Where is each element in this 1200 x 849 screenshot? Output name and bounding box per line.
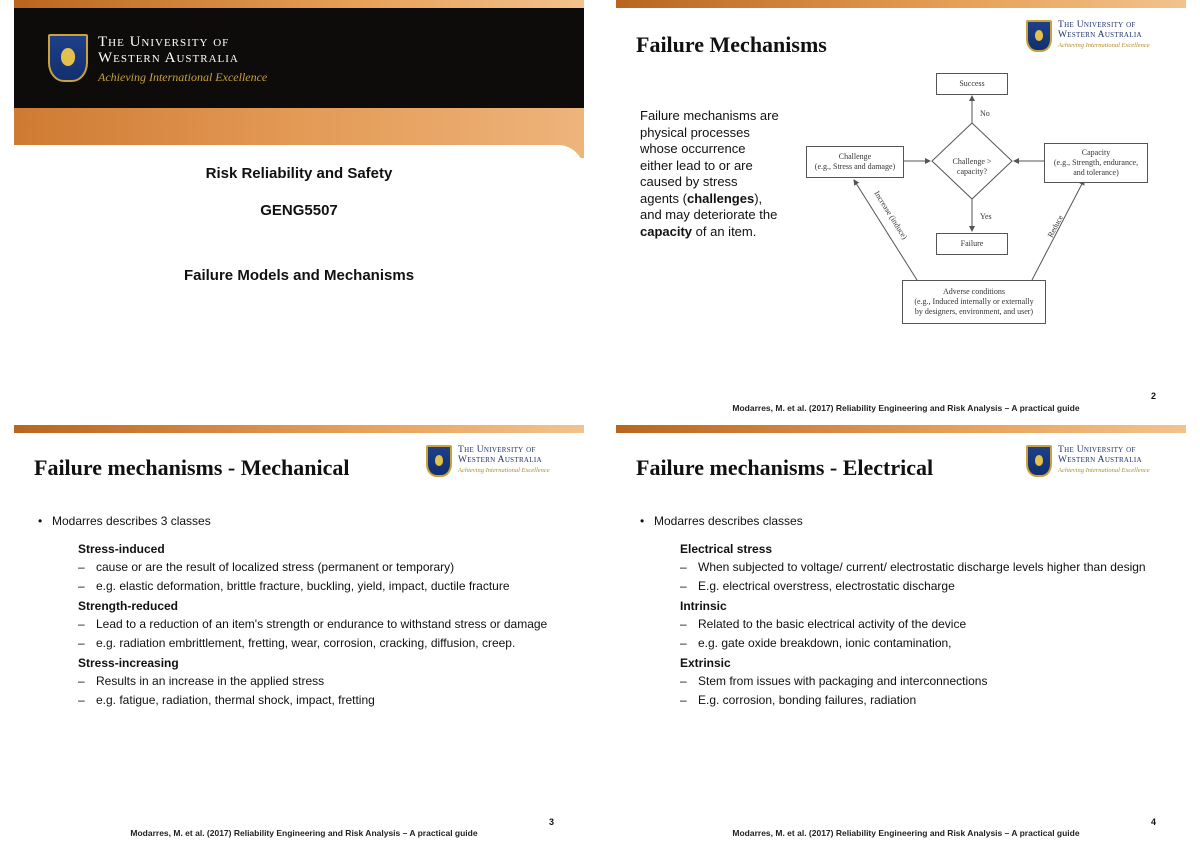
uwa-crest-icon [48,34,88,82]
section-heading: Strength-reduced [78,599,179,613]
uwa-motto: Achieving International Excellence [1058,467,1150,474]
slide-top-bar [14,0,584,8]
decision-line2: capacity? [956,167,988,176]
definition-text-2: ), and may deteriorate the [640,190,778,222]
title-card [14,145,584,424]
slide-2-failure-mechanisms [616,0,1186,424]
uwa-name-line1: The University of [458,445,536,455]
label-reduce: Reduce [1045,213,1066,239]
citation-footer: Modarres, M. et al. (2017) Reliability Engineering and Risk Analysis – A practical guide [732,403,1080,413]
section-heading: Stress-increasing [78,656,179,670]
lecture-title: Failure Models and Mechanisms [183,267,415,284]
challenge-example: (e.g., Stress and damage) [814,162,896,171]
uwa-name-line2: Western Australia [1058,455,1142,465]
sub-bullet: – Stem from issues with packaging and interconnections [680,673,1158,689]
citation-footer: Modarres, M. et al. (2017) Reliability Engineering and Risk Analysis – A practical guide [732,828,1080,838]
page-number: 3 [548,817,554,827]
uwa-name-line1: The University of [98,34,230,50]
challenge-box [806,146,904,178]
title-header-band [14,8,584,108]
uwa-logo [426,445,550,477]
slide-top-bar [14,425,584,433]
uwa-name-line1: The University of [1058,20,1136,30]
capacity-example-2: and tolerance) [1073,168,1119,177]
adverse-example-1: (e.g., Induced internally or externally [914,297,1034,306]
slide-top-bar [616,425,1186,433]
slide-1-title [14,0,584,424]
citation-footer: Modarres, M. et al. (2017) Reliability Engineering and Risk Analysis – A practical guide [130,828,478,838]
uwa-motto: Achieving International Excellence [458,467,550,474]
section-heading: Extrinsic [680,656,731,670]
intro-bullet: • Modarres describes classes [638,513,1158,529]
slide-title: Failure mechanisms - Mechanical [34,455,350,480]
uwa-logo [1026,20,1150,52]
label-yes: Yes [980,212,992,221]
sub-bullet: – e.g. fatigue, radiation, thermal shock, impact, fretting [78,692,556,708]
page-number: 2 [1150,391,1156,401]
definition-text-1: Failure mechanisms are physical processes whose occurrence either lead to or are caused by stress agents ( [640,108,779,206]
section-heading: Electrical stress [680,542,773,556]
sub-bullet: – Lead to a reduction of an item's strength or endurance to withstand stress or damage [78,616,556,632]
intro-bullet: • Modarres describes 3 classes [36,513,556,529]
uwa-motto: Achieving International Excellence [1058,42,1150,49]
capacity-box [1044,143,1148,183]
definition-bold-capacity: capacity [640,223,693,239]
sub-bullet: – Results in an increase in the applied stress [78,673,556,689]
course-code: GENG5507 [260,202,338,219]
adverse-example-2: by designers, environment, and user) [914,307,1034,316]
adverse-label: Adverse conditions [943,287,1005,296]
course-title: Risk Reliability and Safety [205,165,393,182]
uwa-crest-icon [1026,445,1052,477]
capacity-example-1: (e.g., Strength, endurance, [1053,158,1139,167]
sub-bullet: – cause or are the result of localized stress (permanent or temporary) [78,559,556,575]
success-label: Success [959,79,985,88]
section-heading: Intrinsic [680,599,727,613]
page-number: 4 [1150,817,1156,827]
uwa-name-line2: Western Australia [1058,30,1142,40]
section-heading: Stress-induced [78,542,165,556]
adverse-conditions-box [902,280,1046,324]
slide-title: Failure Mechanisms [636,32,827,57]
failure-label: Failure [960,239,984,248]
arrow-adverse-to-challenge [854,180,917,280]
uwa-name-line2: Western Australia [458,455,542,465]
sub-bullet: – E.g. corrosion, bonding failures, radiation [680,692,1158,708]
mechanical-bullets [36,513,556,711]
uwa-name-line2: Western Australia [98,50,239,66]
uwa-name-line1: The University of [1058,445,1136,455]
success-box [936,73,1008,95]
slide-title: Failure mechanisms - Electrical [636,455,934,480]
sub-bullet: – e.g. gate oxide breakdown, ionic contamination, [680,635,1158,651]
failure-mechanism-definition [640,108,780,240]
slide-top-bar [616,0,1186,8]
challenge-label: Challenge [838,152,872,161]
label-no: No [980,109,990,118]
sub-bullet: – E.g. electrical overstress, electrostatic discharge [680,578,1158,594]
uwa-motto: Achieving International Excellence [98,70,268,84]
slide-4-electrical [616,425,1186,849]
definition-text-3: of an item. [692,223,757,239]
uwa-crest-icon [426,445,452,477]
failure-box [936,233,1008,255]
sub-bullet: – Related to the basic electrical activity of the device [680,616,1158,632]
uwa-logo [48,34,267,85]
sub-bullet: – When subjected to voltage/ current/ electrostatic discharge levels higher than design [680,559,1158,575]
label-increase: Increase (induce) [872,189,910,241]
definition-bold-challenges: challenges [686,190,755,206]
capacity-label: Capacity [1081,148,1111,157]
slide-3-mechanical [14,425,584,849]
failure-flow-diagram [802,68,1162,338]
electrical-bullets [638,513,1158,711]
uwa-crest-icon [1026,20,1052,52]
decision-line1: Challenge > [952,157,992,166]
sub-bullet: – e.g. elastic deformation, brittle fracture, buckling, yield, impact, ductile fracture [78,578,556,594]
sub-bullet: – e.g. radiation embrittlement, fretting, wear, corrosion, cracking, diffusion, creep. [78,635,556,651]
uwa-logo [1026,445,1150,477]
